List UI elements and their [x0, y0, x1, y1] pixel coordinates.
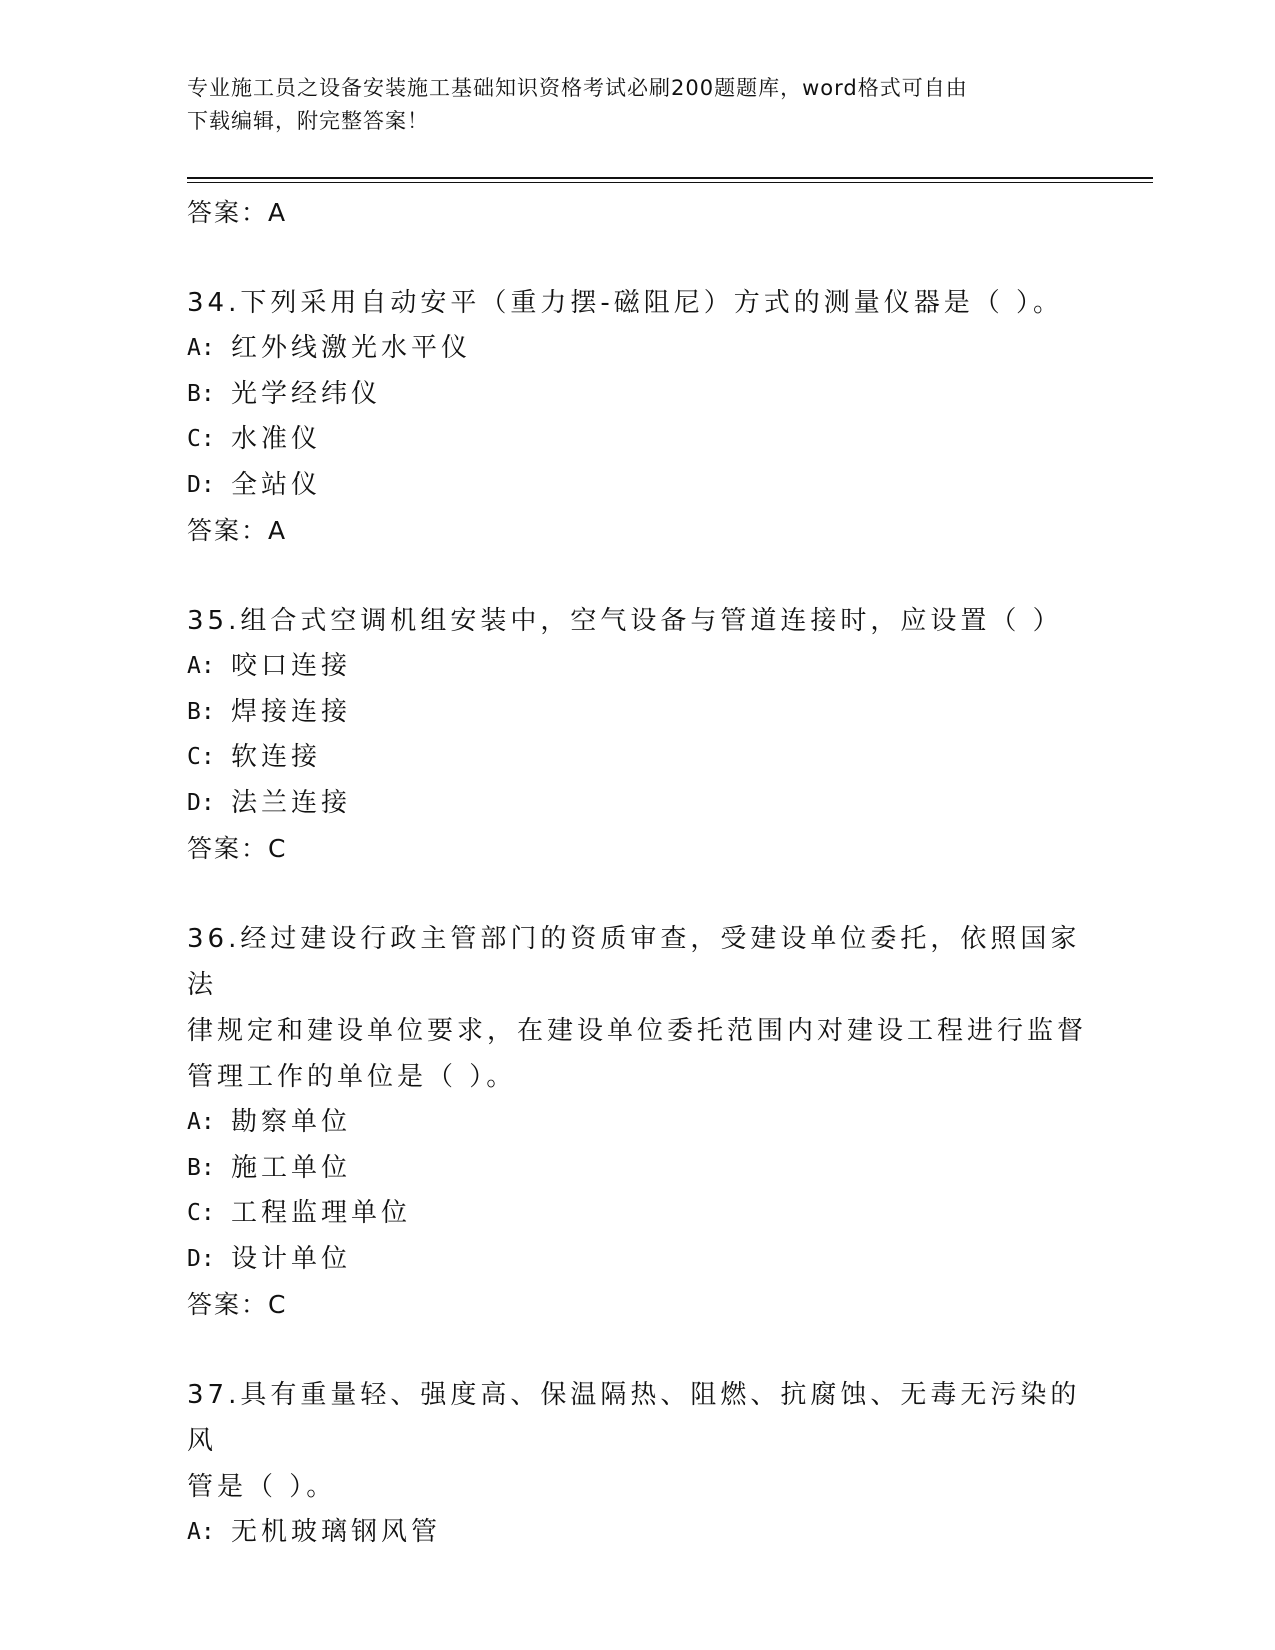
previous-answer: 答案：A — [187, 198, 288, 227]
option-letter: D: — [187, 789, 215, 816]
option-letter: D: — [187, 471, 215, 498]
option-text: 法兰连接 — [231, 787, 352, 818]
option-letter: A: — [187, 1519, 215, 1545]
option-letter: C: — [187, 1200, 215, 1226]
option-b — [187, 690, 1087, 736]
option-letter: C: — [187, 744, 215, 770]
option-text: 设计单位 — [231, 1243, 352, 1274]
option-text: 软连接 — [231, 742, 322, 772]
option-d — [187, 463, 1087, 509]
option-text: 无机玻璃钢风管 — [231, 1517, 442, 1547]
document-header — [187, 72, 1087, 138]
question-list — [187, 190, 1087, 1556]
option-letter: B: — [187, 380, 215, 407]
option-c — [187, 1191, 1087, 1237]
answer-line: 答案：C — [187, 1290, 288, 1319]
question-35 — [187, 598, 1087, 872]
option-b — [187, 372, 1087, 418]
option-letter: A: — [187, 335, 215, 361]
option-d — [187, 1237, 1087, 1283]
option-letter: B: — [187, 1154, 215, 1181]
option-text: 全站仪 — [231, 469, 322, 500]
header-line-1: 专业施工员之设备安装施工基础知识资格考试必刷200题题库，word格式可自由 — [187, 76, 968, 100]
header-divider-thin — [187, 182, 1153, 183]
question-36 — [187, 916, 1087, 1328]
option-a — [187, 1100, 1087, 1146]
option-letter: D: — [187, 1245, 215, 1272]
question-stem-line-2: 管是（ ）。 — [187, 1472, 337, 1502]
spacer — [187, 554, 1087, 598]
option-text: 施工单位 — [231, 1152, 352, 1183]
question-34 — [187, 280, 1087, 554]
spacer — [187, 236, 1087, 280]
header-line-2: 下载编辑，附完整答案！ — [187, 109, 429, 133]
option-text: 红外线激光水平仪 — [231, 333, 472, 363]
question-stem-line-1: 36.经过建设行政主管部门的资质审查，受建设单位委托，依照国家法 — [187, 924, 1081, 1000]
option-a — [187, 1510, 1087, 1556]
option-b — [187, 1146, 1087, 1192]
question-37 — [187, 1372, 1087, 1556]
question-stem: 35.组合式空调机组安装中，空气设备与管道连接时，应设置（ ） — [187, 606, 1063, 636]
option-d — [187, 781, 1087, 827]
option-text: 勘察单位 — [231, 1107, 352, 1137]
question-stem-line-2: 律规定和建设单位要求，在建设单位委托范围内对建设工程进行监督 — [187, 1016, 1088, 1046]
option-letter: C: — [187, 426, 215, 452]
option-text: 光学经纬仪 — [231, 378, 382, 409]
question-stem: 34.下列采用自动安平（重力摆-磁阻尼）方式的测量仪器是（ ）。 — [187, 288, 1063, 318]
spacer — [187, 872, 1087, 916]
header-divider-thick — [187, 177, 1153, 179]
option-text: 水准仪 — [231, 424, 322, 454]
option-c — [187, 735, 1087, 781]
option-c — [187, 417, 1087, 463]
question-stem-line-3: 管理工作的单位是（ ）。 — [187, 1062, 517, 1092]
answer-line: 答案：A — [187, 516, 288, 545]
option-text: 咬口连接 — [231, 651, 352, 681]
option-letter: A: — [187, 1109, 215, 1135]
option-text: 焊接连接 — [231, 696, 352, 727]
option-letter: A: — [187, 653, 215, 679]
question-stem-line-1: 37.具有重量轻、强度高、保温隔热、阻燃、抗腐蚀、无毒无污染的风 — [187, 1380, 1081, 1456]
option-a — [187, 326, 1087, 372]
option-a — [187, 644, 1087, 690]
option-text: 工程监理单位 — [231, 1198, 412, 1228]
option-letter: B: — [187, 698, 215, 725]
answer-line: 答案：C — [187, 834, 288, 863]
spacer — [187, 1328, 1087, 1372]
